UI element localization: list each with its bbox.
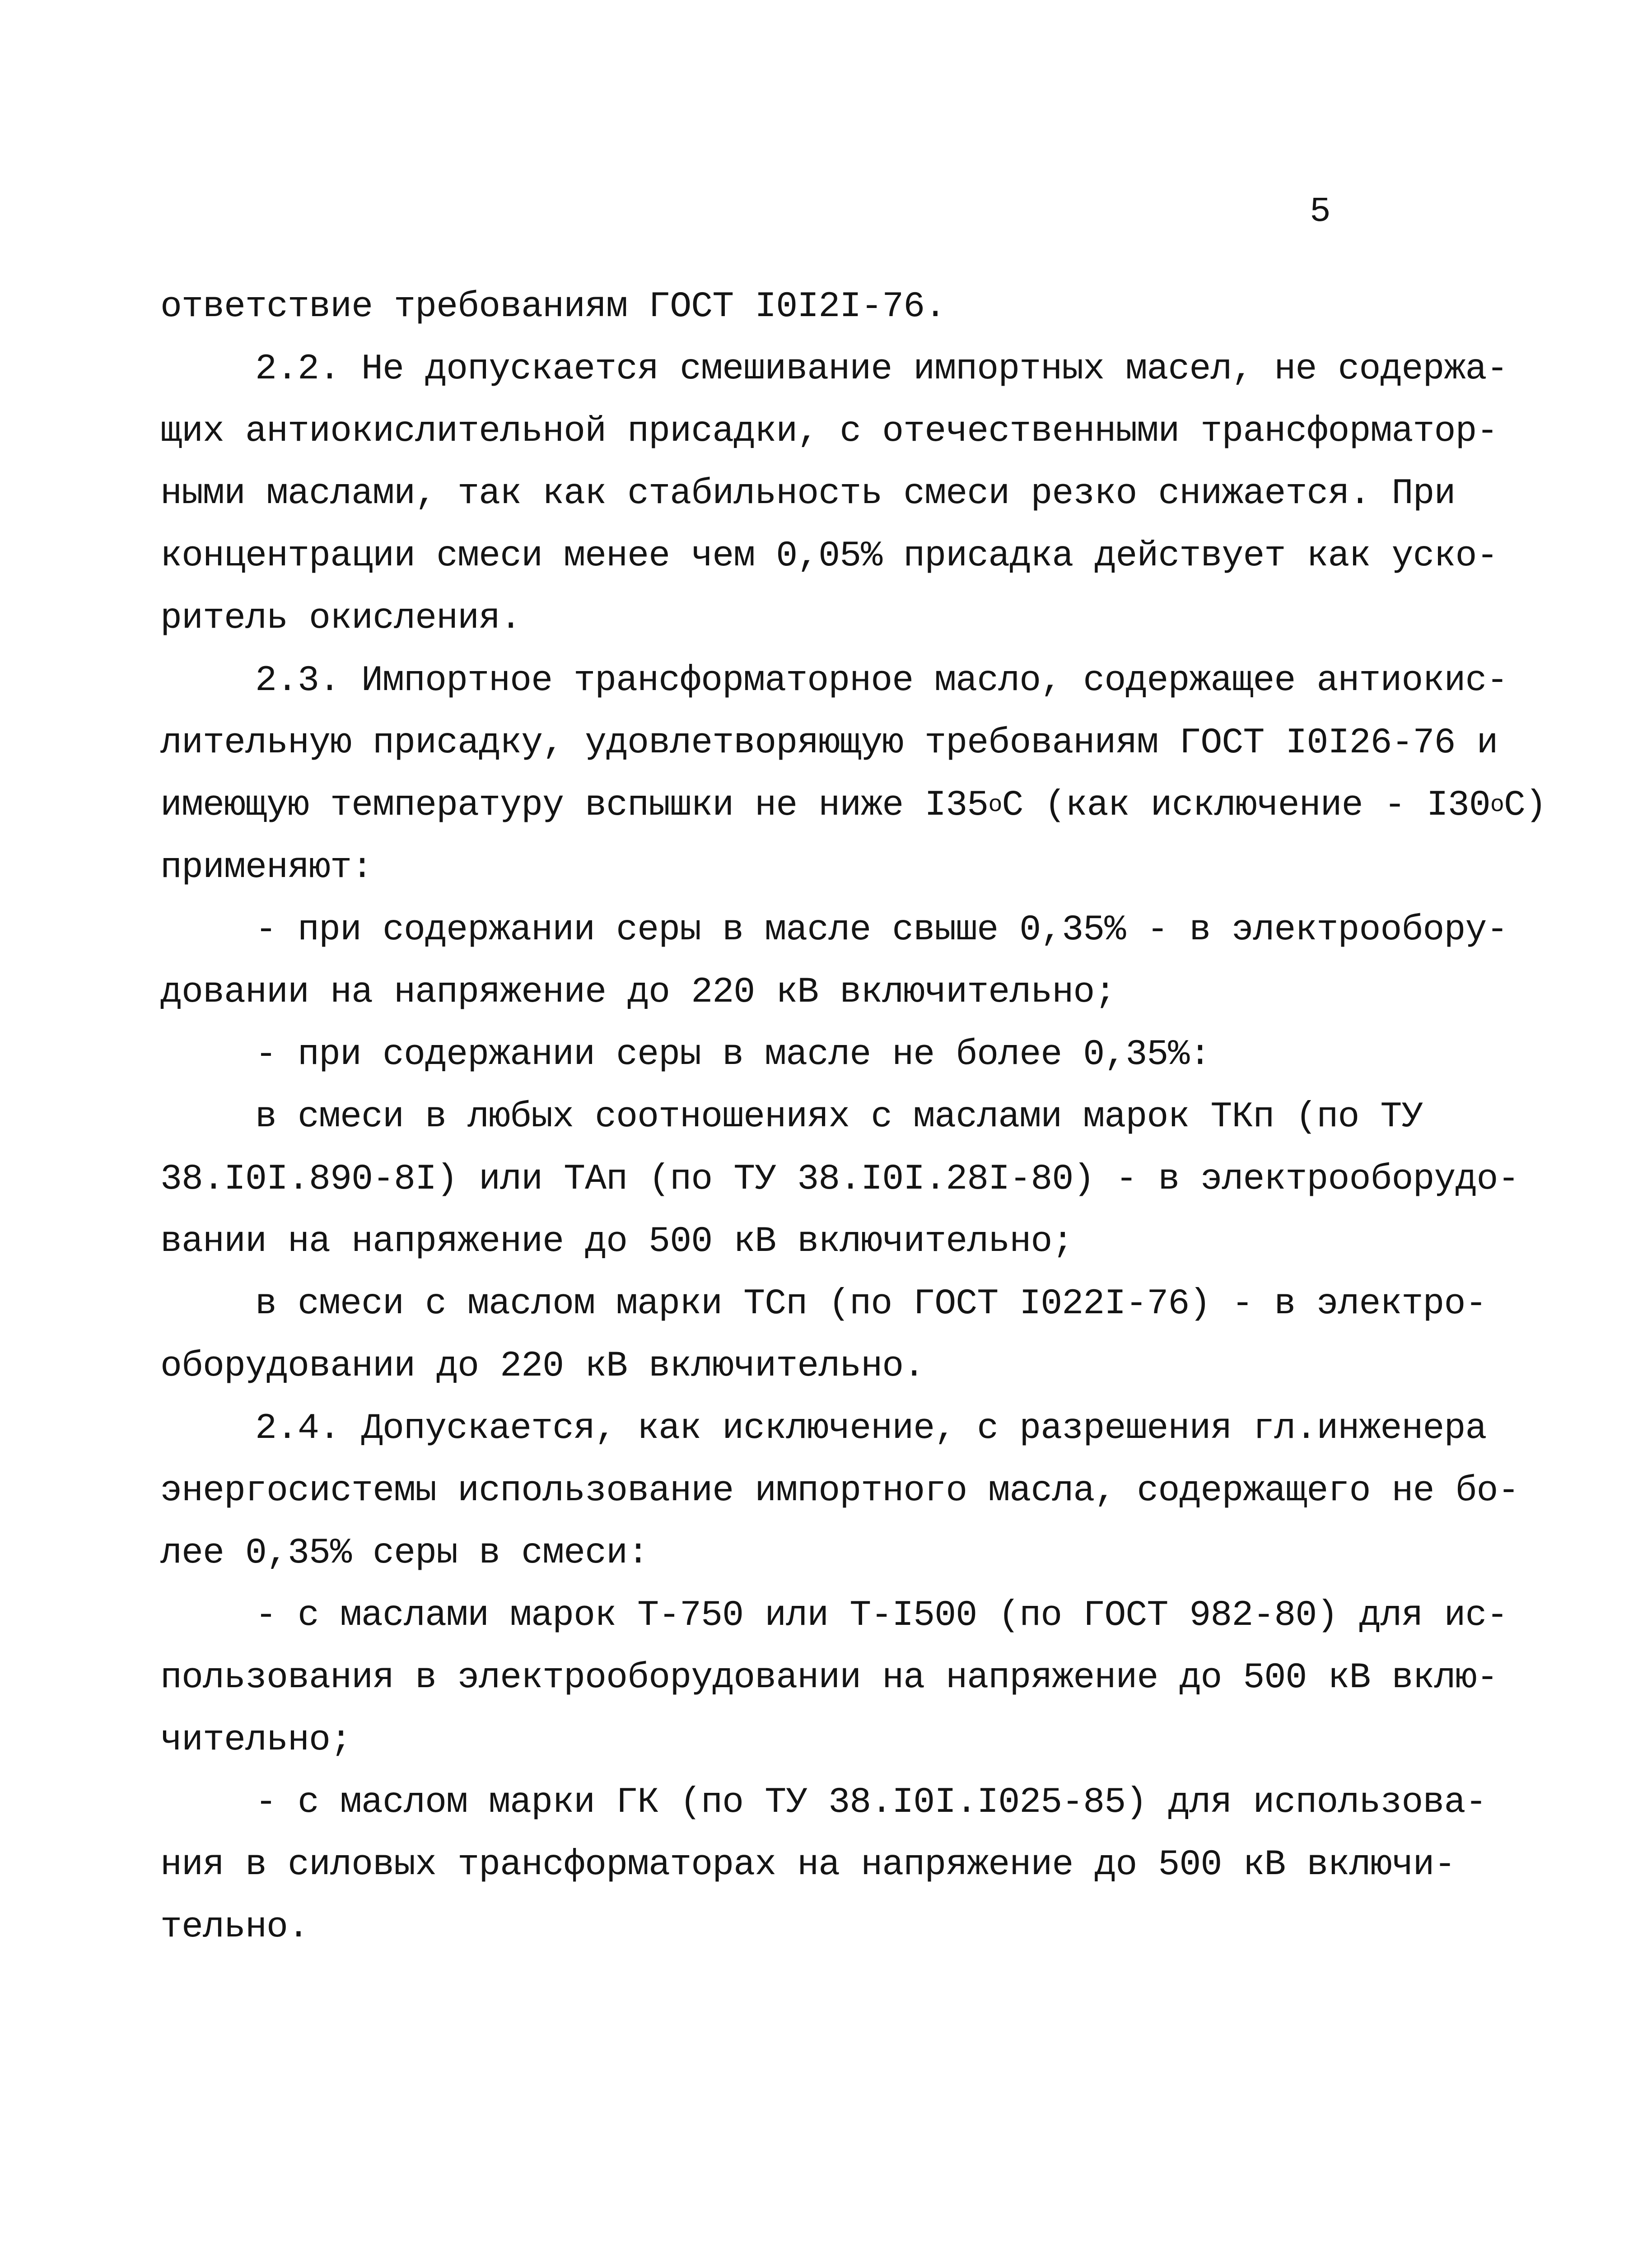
text-line: применяют: <box>160 847 373 888</box>
text-line: тельно. <box>160 1907 309 1948</box>
text-line: оборудовании до 220 кВ включительно. <box>160 1346 925 1387</box>
section-2-4-first-line: 2.4. Допускается, как исключение, с разрешения гл.инженера <box>255 1408 1487 1449</box>
degree-superscript: о <box>1490 792 1504 818</box>
text-line: энергосистемы использование импортного масла, содержащего не бо- <box>160 1470 1519 1512</box>
text-line: 38.I0I.890-8I) или ТАп (по ТУ 38.I0I.28I-80) - в электрооборудо- <box>160 1159 1519 1200</box>
list-item: - при содержании серы в масле не более 0,35%: <box>255 1034 1211 1075</box>
text-line: пользования в электрооборудовании на напряжение до 500 кВ вклю- <box>160 1657 1498 1698</box>
text-line: вании на напряжение до 500 кВ включительно; <box>160 1221 1073 1262</box>
section-2-3-first-line: 2.3. Импортное трансформаторное масло, содержащее антиокис- <box>255 660 1508 701</box>
text-line: ритель окисления. <box>160 598 522 639</box>
text-line: ответствие требованиям ГОСТ I0I2I-76. <box>160 286 946 327</box>
text-line: щих антиокислительной присадки, с отечественными трансформатор- <box>160 411 1498 452</box>
text-line: ными маслами, так как стабильность смеси резко снижается. При <box>160 473 1456 514</box>
temperature-text-middle: С (как исключение - I30 <box>1002 785 1490 826</box>
list-item: - при содержании серы в масле свыше 0,35% - в электрообору- <box>255 910 1508 951</box>
text-line: в смеси в любых соотношениях с маслами марок ТКп (по ТУ <box>255 1096 1423 1138</box>
temperature-text: имеющую температуру вспышки не ниже I35 <box>160 785 989 826</box>
section-2-2-first-line: 2.2. Не допускается смешивание импортных масел, не содержа- <box>255 349 1508 390</box>
text-line: лее 0,35% серы в смеси: <box>160 1533 649 1574</box>
text-line: ния в силовых трансформаторах на напряжение до 500 кВ включи- <box>160 1844 1456 1885</box>
temperature-text-end: С) <box>1503 785 1546 826</box>
list-item: - с маслами марок Т-750 или Т-I500 (по ГОСТ 982-80) для ис- <box>255 1595 1508 1636</box>
text-line: в смеси с маслом марки ТСп (по ГОСТ I022I-76) - в электро- <box>255 1283 1487 1325</box>
text-line: концентрации смеси менее чем 0,05% присадка действует как уско- <box>160 536 1498 577</box>
page-number: 5 <box>1310 192 1331 232</box>
text-line: чительно; <box>160 1720 352 1761</box>
degree-superscript: о <box>988 792 1002 818</box>
list-item: - с маслом марки ГК (по ТУ 38.I0I.I025-85) для использова- <box>255 1782 1487 1823</box>
text-line: довании на напряжение до 220 кВ включительно; <box>160 972 1116 1013</box>
text-line: лительную присадку, удовлетворяющую требованиям ГОСТ I0I26-76 и <box>160 723 1498 764</box>
temperature-line <box>160 785 1546 826</box>
